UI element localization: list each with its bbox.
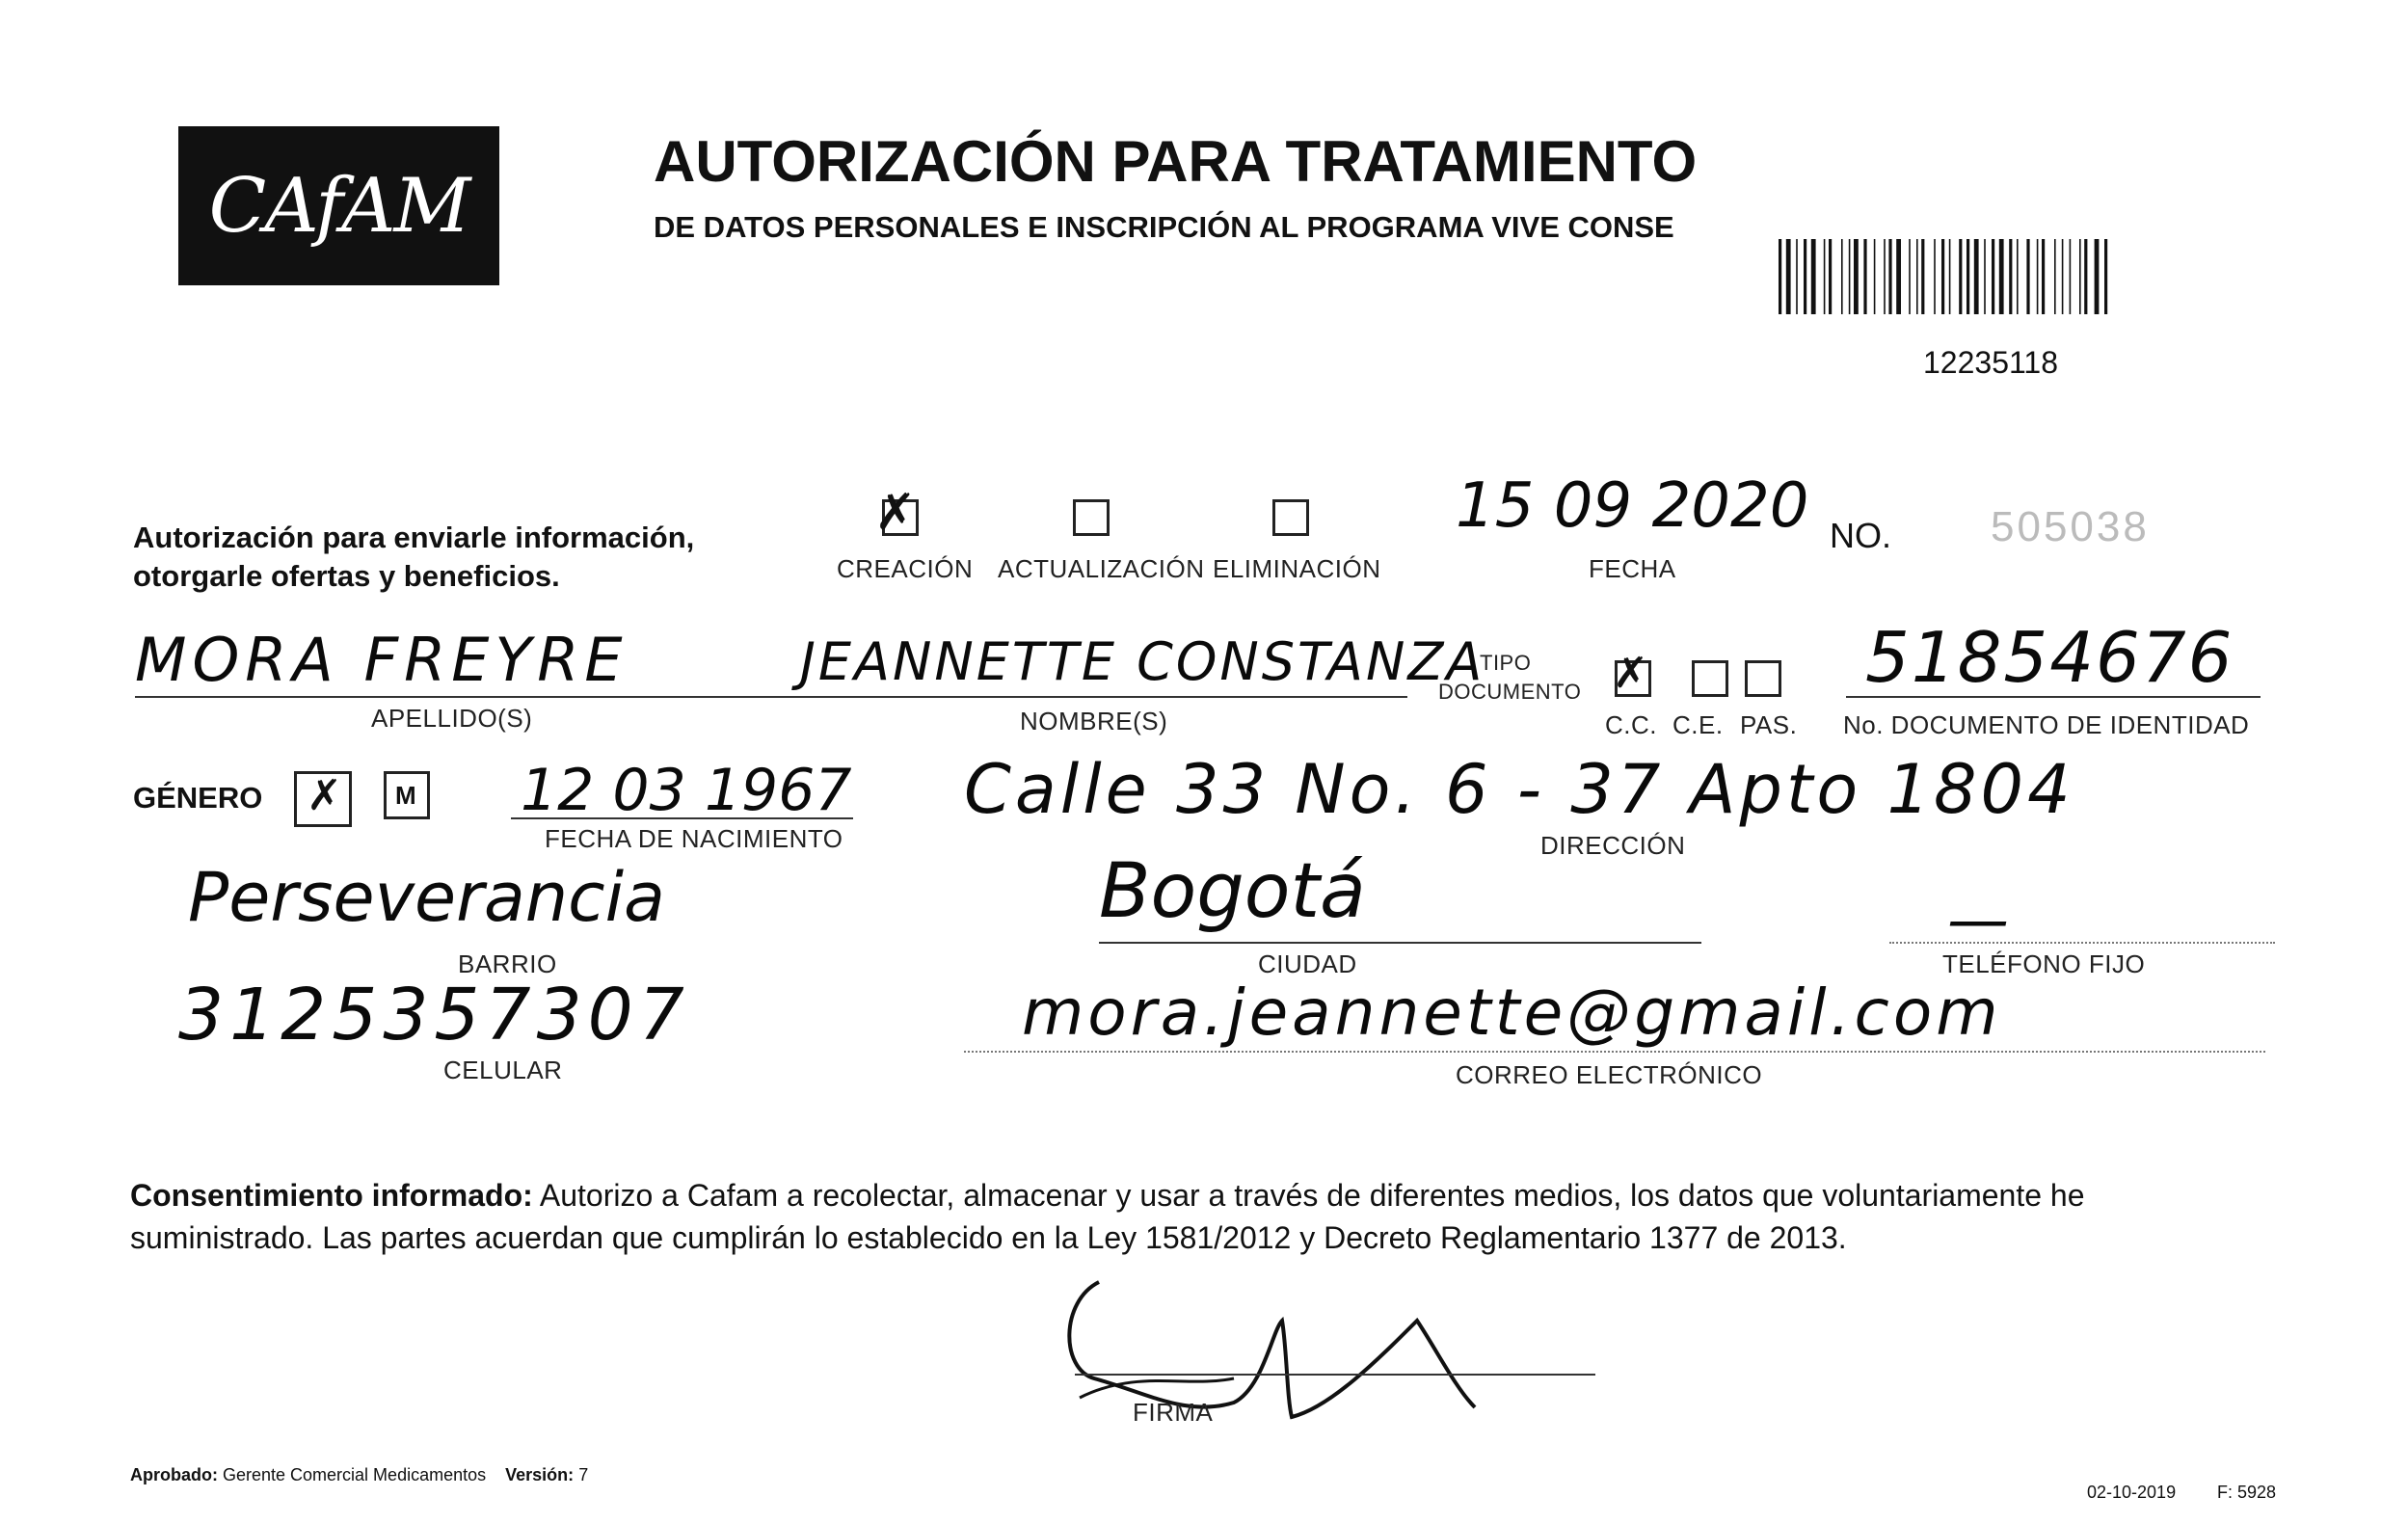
- apellidos-value[interactable]: MORA FREYRE: [135, 625, 629, 695]
- apellidos-label: APELLIDO(S): [371, 704, 533, 733]
- firma-label: FIRMA: [1133, 1398, 1214, 1427]
- creacion-check-mark: ✗: [874, 484, 917, 542]
- correo-value[interactable]: mora.jeannette@gmail.com: [1022, 976, 2002, 1050]
- actualizacion-checkbox[interactable]: [1073, 499, 1110, 536]
- pas-label: PAS.: [1740, 710, 1798, 739]
- direccion-label: DIRECCIÓN: [1540, 831, 1686, 860]
- ce-checkbox[interactable]: [1692, 660, 1728, 697]
- intro-line-1: Autorización para enviarle información,: [133, 521, 695, 554]
- telefono-label: TELÉFONO FIJO: [1942, 949, 2146, 978]
- genero-m-label: M: [395, 781, 416, 810]
- cafam-logo: CAfAM: [178, 126, 499, 285]
- form-title: AUTORIZACIÓN PARA TRATAMIENTO: [654, 129, 1698, 194]
- consent-paragraph: [130, 1174, 2270, 1259]
- cc-check-mark: ✗: [1613, 649, 1648, 698]
- signature-drawing: [1041, 1263, 1581, 1446]
- eliminacion-label: ELIMINACIÓN: [1213, 554, 1381, 583]
- correo-label: CORREO ELECTRÓNICO: [1456, 1060, 1763, 1089]
- pas-checkbox[interactable]: [1745, 660, 1781, 697]
- fecha-value[interactable]: 15 09 2020: [1456, 470, 1809, 542]
- intro-line-2: otorgarle ofertas y beneficios.: [133, 559, 560, 593]
- nacimiento-value[interactable]: 12 03 1967: [521, 757, 852, 824]
- barcode: [1779, 239, 2179, 314]
- tipo-doc-label-1: TIPO: [1480, 651, 1532, 675]
- genero-f-mark: ✗: [307, 771, 342, 820]
- telefono-value[interactable]: —: [1947, 885, 2009, 956]
- footer-code: F: 5928: [2217, 1483, 2277, 1502]
- eliminacion-checkbox[interactable]: [1272, 499, 1309, 536]
- footer-date: 02-10-2019: [2087, 1483, 2177, 1502]
- ce-label: C.E.: [1672, 710, 1724, 739]
- ciudad-label: CIUDAD: [1258, 949, 1357, 978]
- nombres-label: NOMBRE(S): [1020, 707, 1168, 735]
- nacimiento-label: FECHA DE NACIMIENTO: [545, 824, 843, 853]
- numero-label: NO.: [1830, 516, 1892, 555]
- ciudad-value[interactable]: Bogotá: [1099, 848, 1366, 935]
- creacion-label: CREACIÓN: [837, 554, 974, 583]
- nombres-value[interactable]: JEANNETTE CONSTANZA: [800, 631, 1485, 692]
- documento-value[interactable]: 51854676: [1865, 617, 2234, 698]
- documento-label: No. DOCUMENTO DE IDENTIDAD: [1843, 710, 2250, 739]
- consent-text: Autorizo a Cafam a recolectar, almacenar y usar a través de diferentes medios, los datos que voluntariamente he suministrado. Las partes acuerdan que cumplirán lo establecido en la Ley 1581/2012 y Decreto Reglamentario 1377 de 2013.: [130, 1178, 2085, 1255]
- genero-label: GÉNERO: [133, 781, 263, 815]
- direccion-value[interactable]: Calle 33 No. 6 - 37 Apto 1804: [964, 750, 2074, 829]
- celular-label: CELULAR: [443, 1056, 563, 1084]
- footer-approval: Aprobado: Gerente Comercial Medicamentos Versión: 7: [130, 1465, 589, 1484]
- actualizacion-label: ACTUALIZACIÓN: [998, 554, 1205, 583]
- barrio-label: BARRIO: [458, 949, 557, 978]
- barrio-value[interactable]: Perseverancia: [188, 858, 665, 937]
- cc-label: C.C.: [1605, 710, 1657, 739]
- fecha-label: FECHA: [1589, 554, 1676, 583]
- tipo-doc-label-2: DOCUMENTO: [1438, 680, 1582, 704]
- barcode-number: 12235118: [1923, 345, 2058, 380]
- celular-value[interactable]: 3125357307: [178, 974, 690, 1056]
- form-subtitle: DE DATOS PERSONALES E INSCRIPCIÓN AL PROGRAMA VIVE CONSE: [654, 210, 1674, 244]
- numero-value: 505038: [1991, 503, 2150, 550]
- consent-heading: Consentimiento informado:: [130, 1178, 533, 1213]
